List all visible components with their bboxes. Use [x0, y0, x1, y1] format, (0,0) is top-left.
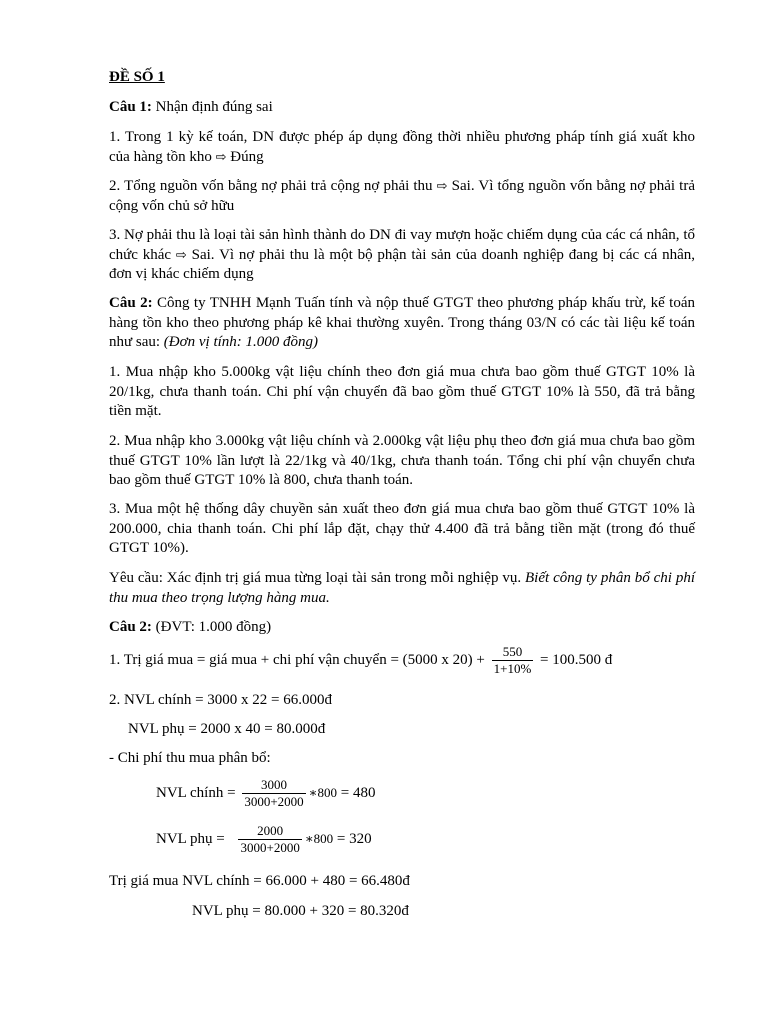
q1-item-1-answer: Đúng — [230, 148, 264, 165]
answer-line-1 — [109, 644, 695, 677]
page-title: ĐỀ SỐ 1 — [109, 69, 165, 85]
q1-prompt: Nhận định đúng sai — [155, 99, 273, 115]
alloc-main-formula — [156, 777, 742, 810]
answer-unit: (ĐVT: 1.000 đồng) — [155, 619, 272, 635]
fraction-denominator: 3000+2000 — [240, 840, 300, 855]
arrow-right-icon: ⇨ — [436, 179, 448, 194]
alloc-main-result: = 480 — [340, 784, 376, 801]
q2-intro — [109, 294, 695, 353]
requirement-note: Biết công ty phân bổ chi phí thu mua theo trọng lượng hàng mua. — [109, 570, 695, 606]
alloc-sub-multiplier: ∗800 — [304, 830, 334, 846]
arrow-right-icon: ⇨ — [175, 247, 187, 263]
q1-item-2-text: 2. Tổng nguồn vốn bằng nợ phải trả cộng nợ phải thu — [109, 178, 433, 194]
answer-line-3: NVL phụ = 2000 x 40 = 80.000đ — [128, 721, 326, 737]
requirement-text: Yêu cầu: Xác định trị giá mua từng loại tài sản trong mỗi nghiệp vụ. — [109, 570, 522, 586]
fraction-numerator: 2000 — [238, 823, 301, 840]
alloc-main-multiplier: ∗800 — [308, 784, 337, 800]
q1-heading — [109, 98, 695, 118]
fraction-denominator: 3000+2000 — [244, 794, 304, 809]
q2-label: Câu 2: — [109, 295, 153, 311]
alloc-main-label: NVL chính = — [156, 784, 236, 801]
total-sub: NVL phụ = 80.000 + 320 = 80.320đ — [192, 903, 409, 919]
fraction-denominator: 1+10% — [493, 661, 532, 676]
q1-item-2 — [109, 177, 695, 216]
fraction-numerator: 3000 — [242, 777, 305, 794]
fraction-transport — [492, 644, 534, 677]
q2-item-3: 3. Mua một hệ thống dây chuyền sản xuất theo đơn giá mua chưa bao gồm thuế GTGT 10% là 200.000, chia thanh toán. Chi phí lắp đặt, chạy thử 4.400 đã trả bằng tiền mặt (trong đó thuế GTGT 10%). — [109, 501, 695, 556]
line1-right: = 100.500 đ — [540, 651, 613, 668]
q2-item-2: 2. Mua nhập kho 3.000kg vật liệu chính và 2.000kg vật liệu phụ theo đơn giá mua chưa bao gồm thuế GTGT 10% lần lượt là 22/1kg và 40/1kg, chưa thanh toán. Tổng chi phí vận chuyển chưa bao gồm thuế GTGT 10% là 800, chưa thanh toán. — [109, 433, 695, 488]
alloc-sub-result: = 320 — [336, 830, 372, 847]
q1-item-2-answer: Sai. Vì tổng nguồn vốn bằng nợ phải trả cộng vốn chủ sở hữu — [109, 178, 696, 214]
answer-heading — [109, 618, 695, 638]
answer-label: Câu 2: — [109, 619, 152, 635]
q2-item-1: 1. Mua nhập kho 5.000kg vật liệu chính theo đơn giá mua chưa bao gồm thuế GTGT 10% là 20/1kg, chưa thanh toán. Chi phí vận chuyển đã bao gồm thuế GTGT 10% là 550, đã trả bằng tiền mặt. — [109, 364, 695, 419]
q1-item-3-text: 3. Nợ phải thu là loại tài sản hình thành do DN đi vay mượn hoặc chiếm dụng của các cá nhân, tổ chức khác — [109, 227, 695, 263]
fraction-alloc-sub — [238, 823, 301, 856]
q1-item-3 — [109, 226, 695, 285]
fraction-alloc-main — [242, 777, 305, 810]
answer-line-4: - Chi phí thu mua phân bổ: — [109, 750, 271, 766]
q1-item-1-text: 1. Trong 1 kỳ kế toán, DN được phép áp dụng đồng thời nhiều phương pháp tính giá xuất kho của hàng tồn kho — [109, 129, 695, 165]
line1-left: 1. Trị giá mua = giá mua + chi phí vận chuyển = (5000 x 20) + — [109, 651, 485, 668]
q2-unit-note: (Đơn vị tính: 1.000 đồng) — [163, 334, 319, 350]
q1-item-3-answer: Sai. Vì nợ phải thu là một bộ phận tài sản của doanh nghiệp đang bị các cá nhân, đơn vị khác chiếm dụng — [109, 246, 696, 282]
total-main: Trị giá mua NVL chính = 66.000 + 480 = 66.480đ — [109, 873, 410, 889]
alloc-sub-formula — [156, 823, 742, 856]
q1-item-1 — [109, 128, 695, 167]
answer-line-2: 2. NVL chính = 3000 x 22 = 66.000đ — [109, 692, 333, 708]
arrow-right-icon: ⇨ — [215, 149, 227, 165]
fraction-numerator: 550 — [492, 644, 534, 661]
q1-label: Câu 1: — [109, 99, 152, 115]
q2-requirement — [109, 569, 695, 608]
q2-intro-text: Công ty TNHH Mạnh Tuấn tính và nộp thuế GTGT theo phương pháp khấu trừ, kế toán hàng tồn kho theo phương pháp kê khai thường xuyên. Trong tháng 03/N có các tài liệu kế toán như sau: — [109, 295, 696, 350]
alloc-sub-label: NVL phụ = — [156, 830, 225, 847]
